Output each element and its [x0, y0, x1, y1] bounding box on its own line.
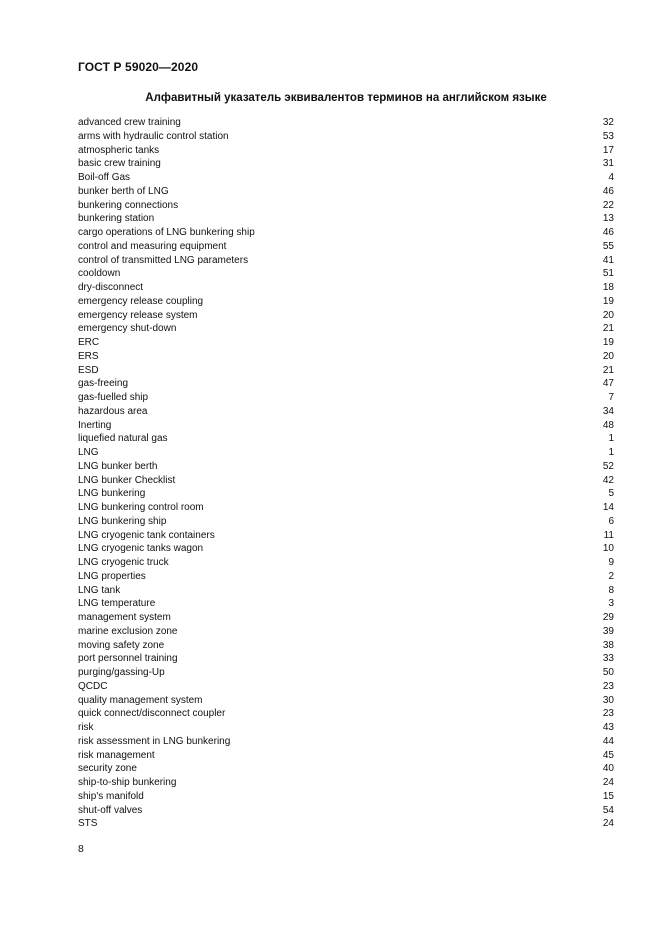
index-page-ref: 43	[602, 722, 614, 733]
index-entry	[78, 364, 614, 378]
index-term: bunker berth of LNG	[78, 185, 169, 197]
index-term: port personnel training	[78, 653, 178, 665]
index-page-ref: 46	[602, 227, 614, 238]
index-entry	[78, 185, 614, 199]
index-term: quality management system	[78, 694, 203, 706]
index-page-ref: 19	[602, 295, 614, 307]
index-term: gas-fuelled ship	[78, 392, 149, 403]
index-term: moving safety zone	[78, 639, 165, 651]
index-term: risk assessment in LNG bunkering	[78, 735, 231, 747]
index-term: purging/gassing-Up	[78, 667, 165, 678]
index-entry	[78, 625, 614, 639]
index-term: LNG cryogenic tank containers	[78, 529, 215, 541]
index-entry	[78, 694, 614, 708]
index-page-ref: 53	[602, 130, 614, 142]
index-term: cooldown	[78, 268, 121, 280]
index-page-ref: 4	[608, 172, 614, 183]
index-term: LNG bunker Checklist	[78, 474, 176, 486]
index-page-ref: 54	[602, 804, 614, 816]
page-number: 8	[78, 843, 84, 855]
index-term: LNG cryogenic tanks wagon	[78, 543, 204, 555]
index-term: LNG bunker berth	[78, 460, 158, 472]
index-entry	[78, 350, 614, 364]
index-term: dry-disconnect	[78, 282, 144, 293]
index-page-ref: 21	[602, 323, 614, 335]
index-page-ref: 20	[602, 309, 614, 321]
index-term: quick connect/disconnect coupler	[78, 708, 226, 720]
index-page-ref: 3	[608, 598, 614, 610]
index-entry	[78, 240, 614, 254]
index-page-ref: 44	[602, 735, 614, 747]
index-term: LNG cryogenic truck	[78, 557, 169, 568]
index-entry	[78, 556, 614, 570]
index-entry	[78, 570, 614, 584]
index-term: cargo operations of LNG bunkering ship	[78, 227, 255, 238]
index-page-ref: 2	[608, 570, 614, 582]
index-entry	[78, 405, 614, 419]
index-entry	[78, 199, 614, 213]
index-term: LNG bunkering control room	[78, 502, 204, 513]
index-term: basic crew training	[78, 158, 161, 170]
index-term: ship-to-ship bunkering	[78, 777, 177, 788]
index-term: risk management	[78, 749, 155, 761]
index-entry	[78, 666, 614, 680]
index-term: LNG tank	[78, 584, 121, 596]
index-page-ref: 1	[608, 433, 614, 445]
index-page-ref: 41	[602, 254, 614, 266]
index-term: control of transmitted LNG parameters	[78, 254, 249, 266]
index-term: LNG bunkering ship	[78, 515, 167, 527]
index-entry	[78, 309, 614, 323]
index-entry	[78, 267, 614, 281]
index-entry	[78, 639, 614, 653]
index-page-ref: 10	[602, 543, 614, 555]
index-page-ref: 19	[602, 337, 614, 348]
index-entry	[78, 597, 614, 611]
index-entry	[78, 171, 614, 185]
index-entry	[78, 226, 614, 240]
index-page-ref: 50	[602, 667, 614, 678]
index-entry	[78, 336, 614, 350]
index-page-ref: 24	[602, 818, 614, 830]
index-term: LNG temperature	[78, 598, 156, 610]
index-entry	[78, 776, 614, 790]
index-entry	[78, 762, 614, 776]
index-page-ref: 18	[602, 282, 614, 293]
index-term: liquefied natural gas	[78, 433, 168, 445]
index-term: Boil-off Gas	[78, 172, 131, 183]
index-page-ref: 9	[608, 557, 614, 568]
index-page-ref: 23	[602, 708, 614, 720]
index-page-ref: 32	[602, 117, 614, 128]
index-term: arms with hydraulic control station	[78, 130, 229, 142]
index-term: bunkering station	[78, 213, 155, 225]
index-entry	[78, 281, 614, 295]
document-header-code: ГОСТ Р 59020—2020	[78, 60, 199, 74]
index-page-ref: 33	[602, 653, 614, 665]
index-entry	[78, 515, 614, 529]
index-entry	[78, 501, 614, 515]
index-page-ref: 46	[602, 185, 614, 197]
index-entry	[78, 817, 614, 831]
index-entry	[78, 446, 614, 460]
index-page-ref: 11	[603, 529, 614, 541]
index-page-ref: 1	[608, 447, 614, 458]
index-title: Алфавитный указатель эквивалентов терминов на английском языке	[145, 92, 547, 104]
index-page-ref: 47	[602, 378, 614, 390]
index-page-ref: 17	[602, 144, 614, 156]
index-term: security zone	[78, 763, 137, 775]
index-page-ref: 34	[602, 405, 614, 417]
index-term: LNG bunkering	[78, 488, 146, 500]
index-page-ref: 31	[602, 158, 614, 170]
index-entry	[78, 584, 614, 598]
index-entry	[78, 460, 614, 474]
index-term: emergency release coupling	[78, 295, 204, 307]
index-page-ref: 48	[602, 419, 614, 431]
index-entry	[78, 157, 614, 171]
index-term: ship's manifold	[78, 790, 144, 802]
index-term: risk	[78, 722, 94, 733]
index-page-ref: 52	[602, 460, 614, 472]
index-term: control and measuring equipment	[78, 240, 227, 252]
index-term: QCDC	[78, 680, 108, 692]
index-term: advanced crew training	[78, 117, 181, 128]
index-entry	[78, 652, 614, 666]
index-entry	[78, 377, 614, 391]
index-entry	[78, 790, 614, 804]
index-term: bunkering connections	[78, 199, 179, 211]
index-term: ERS	[78, 350, 99, 362]
index-page-ref: 23	[602, 680, 614, 692]
index-page-ref: 30	[602, 694, 614, 706]
index-page-ref: 7	[608, 392, 614, 403]
index-page-ref: 24	[602, 777, 614, 788]
index-page-ref: 5	[608, 488, 614, 500]
index-term: shut-off valves	[78, 804, 143, 816]
index-page-ref: 29	[602, 612, 614, 623]
index-page-ref: 42	[602, 474, 614, 486]
index-page-ref: 14	[602, 502, 614, 513]
index-page-ref: 20	[602, 350, 614, 362]
index-term: LNG	[78, 447, 99, 458]
index-entry	[78, 611, 614, 625]
index-page-ref: 15	[602, 790, 614, 802]
index-entry	[78, 144, 614, 158]
index-term: ERC	[78, 337, 100, 348]
index-page-ref: 40	[602, 763, 614, 775]
index-page-ref: 22	[602, 199, 614, 211]
index-page-ref: 21	[602, 364, 614, 376]
index-term: emergency release system	[78, 309, 198, 321]
index-entry	[78, 721, 614, 735]
index-entry	[78, 542, 614, 556]
index-term: hazardous area	[78, 405, 148, 417]
index-term: ESD	[78, 364, 99, 376]
index-term: Inerting	[78, 419, 112, 431]
index-entry	[78, 487, 614, 501]
index-term: management system	[78, 612, 171, 623]
index-page-ref: 45	[602, 749, 614, 761]
index-entry	[78, 391, 614, 405]
index-term: emergency shut-down	[78, 323, 177, 335]
index-term: marine exclusion zone	[78, 625, 178, 637]
index-page-ref: 55	[602, 240, 614, 252]
index-entry	[78, 295, 614, 309]
index-term: STS	[78, 818, 98, 830]
index-page-ref: 38	[602, 639, 614, 651]
index-entry	[78, 804, 614, 818]
index-page-ref: 8	[608, 584, 614, 596]
index-term: gas-freeing	[78, 378, 129, 390]
index-entry	[78, 419, 614, 433]
index-entry	[78, 322, 614, 336]
index-entry	[78, 529, 614, 543]
index-entry	[78, 735, 614, 749]
index-page-ref: 39	[602, 625, 614, 637]
index-term: LNG properties	[78, 570, 146, 582]
index-entry	[78, 474, 614, 488]
index-term: atmospheric tanks	[78, 144, 160, 156]
index-entry	[78, 680, 614, 694]
term-index-list	[78, 116, 614, 831]
index-entry	[78, 130, 614, 144]
index-entry	[78, 432, 614, 446]
index-page-ref: 13	[602, 213, 614, 225]
index-entry	[78, 749, 614, 763]
index-entry	[78, 254, 614, 268]
index-entry	[78, 707, 614, 721]
index-page-ref: 51	[602, 268, 614, 280]
index-entry	[78, 116, 614, 130]
index-entry	[78, 212, 614, 226]
index-page-ref: 6	[608, 515, 614, 527]
